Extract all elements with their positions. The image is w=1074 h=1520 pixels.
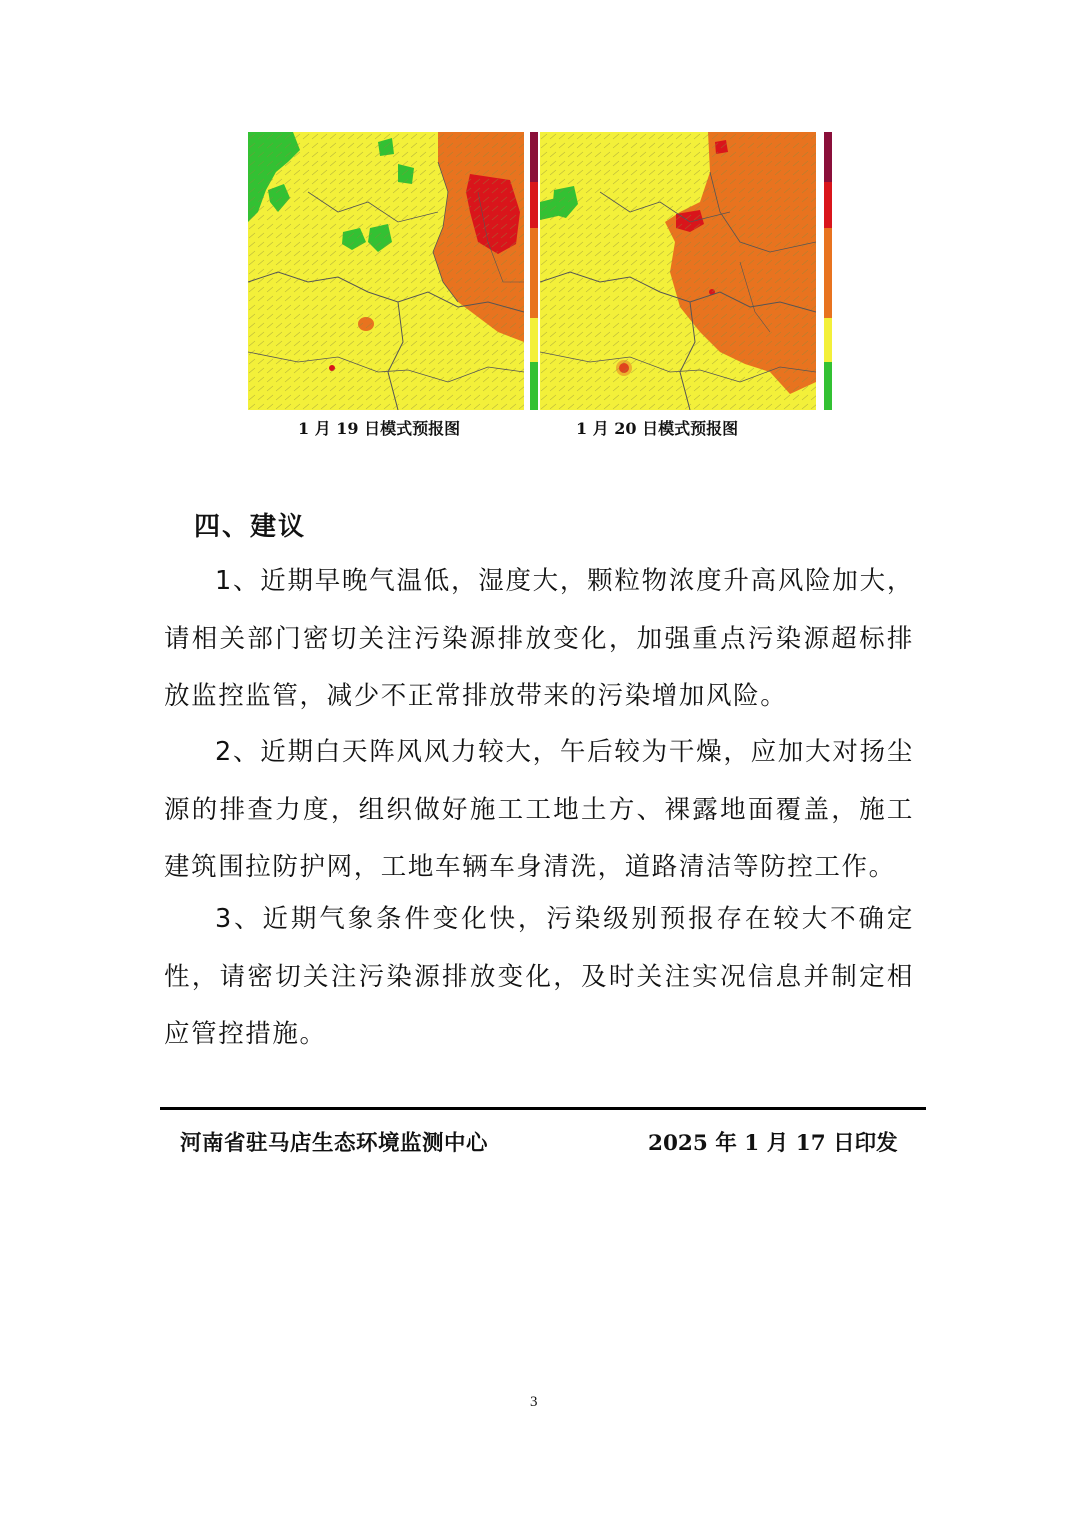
legend-colorbar-jan20	[824, 132, 832, 410]
legend-colorbar-jan19	[530, 132, 538, 410]
suggestion-paragraph-2: 2、近期白天阵风风力较大，午后较为干燥，应加大对扬尘源的排查力度，组织做好施工工地土方、裸露地面覆盖，施工建筑围拉防护网，工地车辆车身清洗，道路清洁等防控工作。	[164, 737, 914, 882]
footer-divider	[160, 1107, 926, 1110]
forecast-map-jan20	[540, 132, 816, 410]
page-number: 3	[530, 1394, 538, 1410]
suggestion-paragraph-3: 3、近期气象条件变化快，污染级别预报存在较大不确定性，请密切关注污染源排放变化，及时关注实况信息并制定相应管控措施。	[164, 904, 914, 1049]
forecast-map-jan19	[248, 132, 524, 410]
suggestion-paragraph-1: 1、近期早晚气温低，湿度大，颗粒物浓度升高风险加大，请相关部门密切关注污染源排放变化，加强重点污染源超标排放监控监管，减少不正常排放带来的污染增加风险。	[164, 566, 914, 711]
figure-caption-jan19: 1 月 19 日模式预报图	[298, 419, 461, 438]
figure-caption-jan20: 1 月 20 日模式预报图	[576, 419, 739, 438]
section-heading: 四、建议	[194, 512, 307, 542]
issuer-name: 河南省驻马店生态环境监测中心	[180, 1131, 489, 1156]
issue-date: 2025 年 1 月 17 日印发	[648, 1131, 898, 1156]
